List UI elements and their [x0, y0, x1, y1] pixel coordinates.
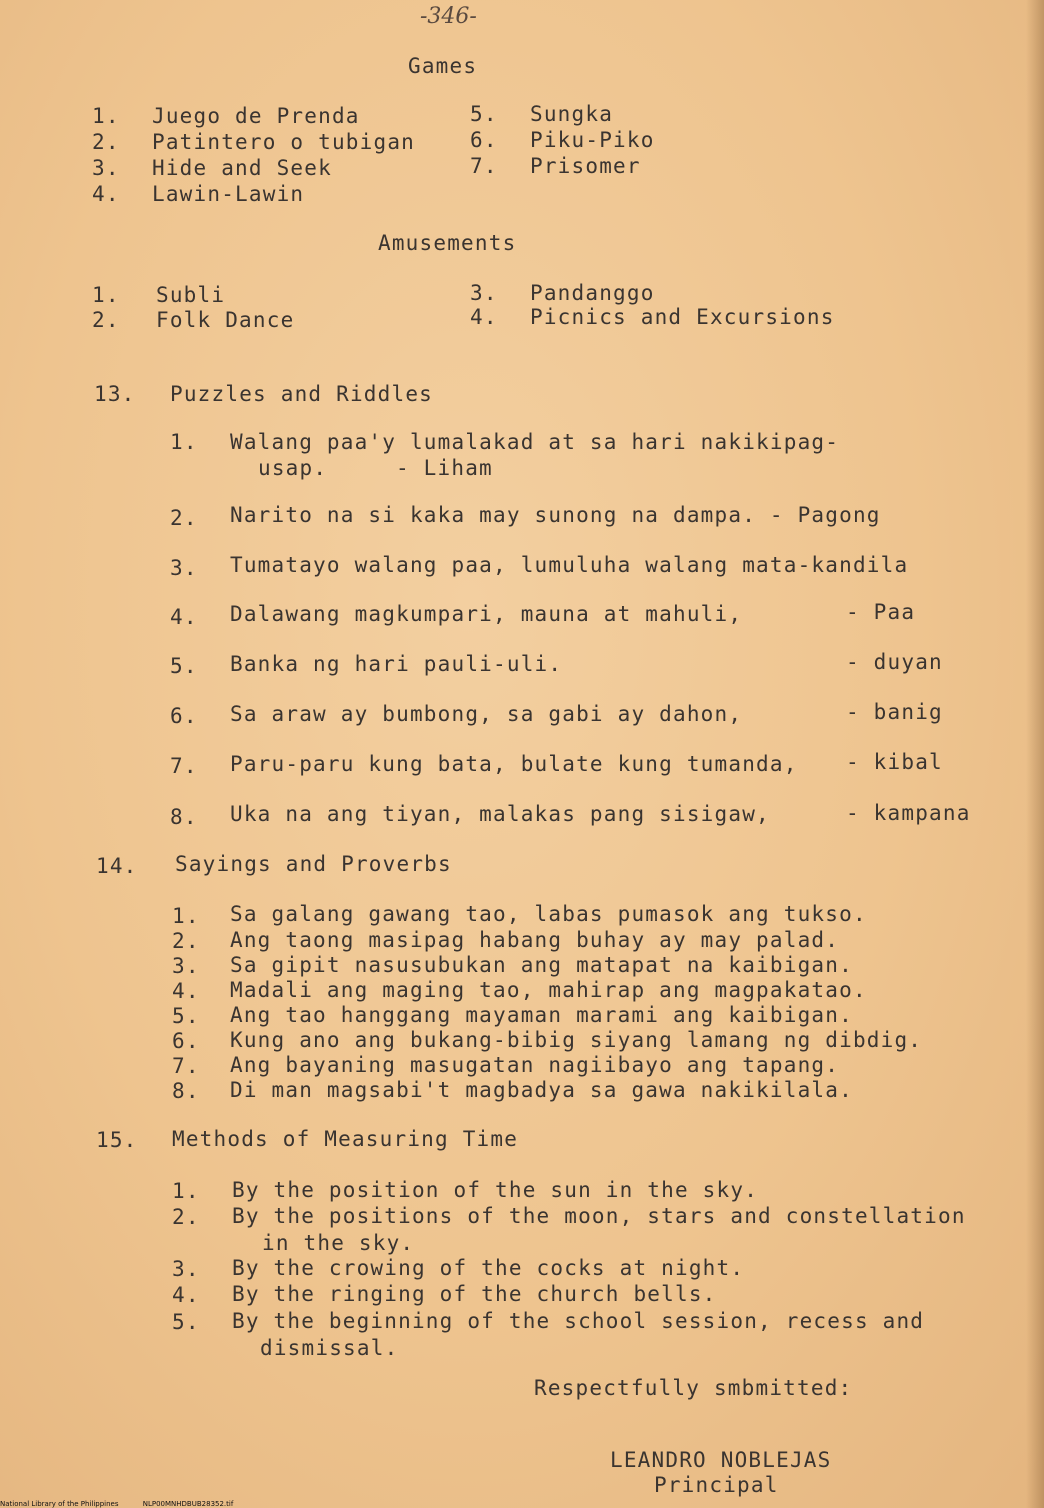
riddle-text: Walang paa'y lumalakad at sa hari nakikipag-: [230, 430, 840, 454]
games-item-text: Piku-Piko: [530, 128, 655, 152]
section-14-number: 14.: [96, 854, 138, 878]
signatory-name: LEANDRO NOBLEJAS: [610, 1448, 832, 1472]
proverb-text: Di man magsabi't magbadya sa gawa nakikilala.: [230, 1078, 853, 1102]
amusements-item-num: 2.: [92, 308, 120, 332]
amusements-heading: Amusements: [378, 231, 517, 255]
games-item-num: 6.: [470, 128, 498, 152]
riddle-text: Narito na si kaka may sunong na dampa. - Pagong: [230, 503, 881, 527]
riddle-num: 8.: [170, 805, 198, 829]
method-text-continued: dismissal.: [260, 1336, 399, 1360]
games-item-num: 3.: [92, 156, 120, 180]
signatory-title: Principal: [654, 1473, 779, 1497]
proverb-text: Ang tao hanggang mayaman marami ang kaibigan.: [230, 1003, 853, 1027]
riddle-answer: - Paa: [846, 600, 916, 624]
games-item-num: 5.: [470, 102, 498, 126]
method-text: By the position of the sun in the sky.: [232, 1178, 759, 1202]
games-item-text: Sungka: [530, 102, 614, 126]
footer-library: National Library of the Philippines: [0, 1500, 119, 1508]
riddle-num: 2.: [170, 506, 198, 530]
section-15-heading: Methods of Measuring Time: [172, 1127, 519, 1151]
page-number: -346-: [420, 4, 477, 29]
riddle-text: Banka ng hari pauli-uli.: [230, 652, 563, 676]
games-item-num: 1.: [92, 104, 120, 128]
method-num: 2.: [172, 1205, 200, 1229]
amusements-item-num: 1.: [92, 283, 120, 307]
riddle-num: 4.: [170, 605, 198, 629]
games-item-text: Prisomer: [530, 154, 641, 178]
section-14-heading: Sayings and Proverbs: [175, 852, 452, 876]
method-num: 3.: [172, 1257, 200, 1281]
method-num: 1.: [172, 1179, 200, 1203]
riddle-text-continued: usap.: [258, 456, 328, 480]
riddle-num: 5.: [170, 654, 198, 678]
riddle-answer: - Liham: [396, 456, 493, 480]
proverb-num: 5.: [172, 1004, 200, 1028]
amusements-item-text: Pandanggo: [530, 281, 655, 305]
proverb-text: Ang bayaning masugatan nagiibayo ang tapang.: [230, 1053, 840, 1077]
riddle-num: 3.: [170, 556, 198, 580]
riddle-answer: - kampana: [846, 801, 971, 825]
section-15-number: 15.: [96, 1128, 138, 1152]
amusements-item-text: Picnics and Excursions: [530, 305, 835, 329]
games-item-text: Juego de Prenda: [152, 104, 360, 128]
games-item-text: Patintero o tubigan: [152, 130, 416, 154]
riddle-num: 7.: [170, 754, 198, 778]
riddle-num: 6.: [170, 704, 198, 728]
riddle-text: Sa araw ay bumbong, sa gabi ay dahon,: [230, 702, 743, 726]
riddle-answer: - duyan: [846, 650, 943, 674]
amusements-item-text: Folk Dance: [156, 308, 295, 332]
proverb-num: 2.: [172, 929, 200, 953]
footer: [0, 1500, 255, 1508]
method-text-continued: in the sky.: [262, 1231, 415, 1255]
section-13-number: 13.: [94, 382, 136, 406]
proverb-num: 3.: [172, 954, 200, 978]
method-text: By the ringing of the church bells.: [232, 1282, 717, 1306]
games-item-text: Hide and Seek: [152, 156, 332, 180]
proverb-text: Sa galang gawang tao, labas pumasok ang tukso.: [230, 902, 867, 926]
proverb-text: Sa gipit nasusubukan ang matapat na kaibigan.: [230, 953, 853, 977]
method-text: By the crowing of the cocks at night.: [232, 1256, 745, 1280]
paper-edge-shadow: [1026, 0, 1044, 1508]
proverb-text: Ang taong masipag habang buhay ay may palad.: [230, 928, 840, 952]
proverb-num: 7.: [172, 1054, 200, 1078]
method-num: 5.: [172, 1310, 200, 1334]
riddle-answer: - banig: [846, 700, 943, 724]
method-text: By the beginning of the school session, recess and: [232, 1309, 925, 1333]
amusements-item-num: 4.: [470, 305, 498, 329]
proverb-num: 1.: [172, 904, 200, 928]
closing-text: Respectfully smbmitted:: [534, 1376, 853, 1400]
riddle-text: Paru-paru kung bata, bulate kung tumanda,: [230, 752, 798, 776]
riddle-text: Dalawang magkumpari, mauna at mahuli,: [230, 602, 743, 626]
amusements-item-text: Subli: [156, 283, 226, 307]
proverb-text: Kung ano ang bukang-bibig siyang lamang ng dibdig.: [230, 1028, 923, 1052]
riddle-num: 1.: [170, 430, 198, 454]
section-13-heading: Puzzles and Riddles: [170, 382, 434, 406]
riddle-text: Tumatayo walang paa, lumuluha walang mata-kandila: [230, 553, 909, 577]
proverb-num: 8.: [172, 1079, 200, 1103]
amusements-item-num: 3.: [470, 281, 498, 305]
riddle-answer: - kibal: [846, 750, 943, 774]
games-item-text: Lawin-Lawin: [152, 182, 305, 206]
riddle-text: Uka na ang tiyan, malakas pang sisigaw,: [230, 802, 770, 826]
proverb-num: 4.: [172, 979, 200, 1003]
footer-file: NLP00MNHDBUB28352.tif: [142, 1500, 234, 1508]
method-num: 4.: [172, 1283, 200, 1307]
proverb-text: Madali ang maging tao, mahirap ang magpakatao.: [230, 978, 867, 1002]
proverb-num: 6.: [172, 1029, 200, 1053]
games-item-num: 7.: [470, 154, 498, 178]
games-item-num: 4.: [92, 182, 120, 206]
games-heading: Games: [408, 54, 478, 78]
method-text: By the positions of the moon, stars and constellation: [232, 1204, 966, 1228]
games-item-num: 2.: [92, 130, 120, 154]
